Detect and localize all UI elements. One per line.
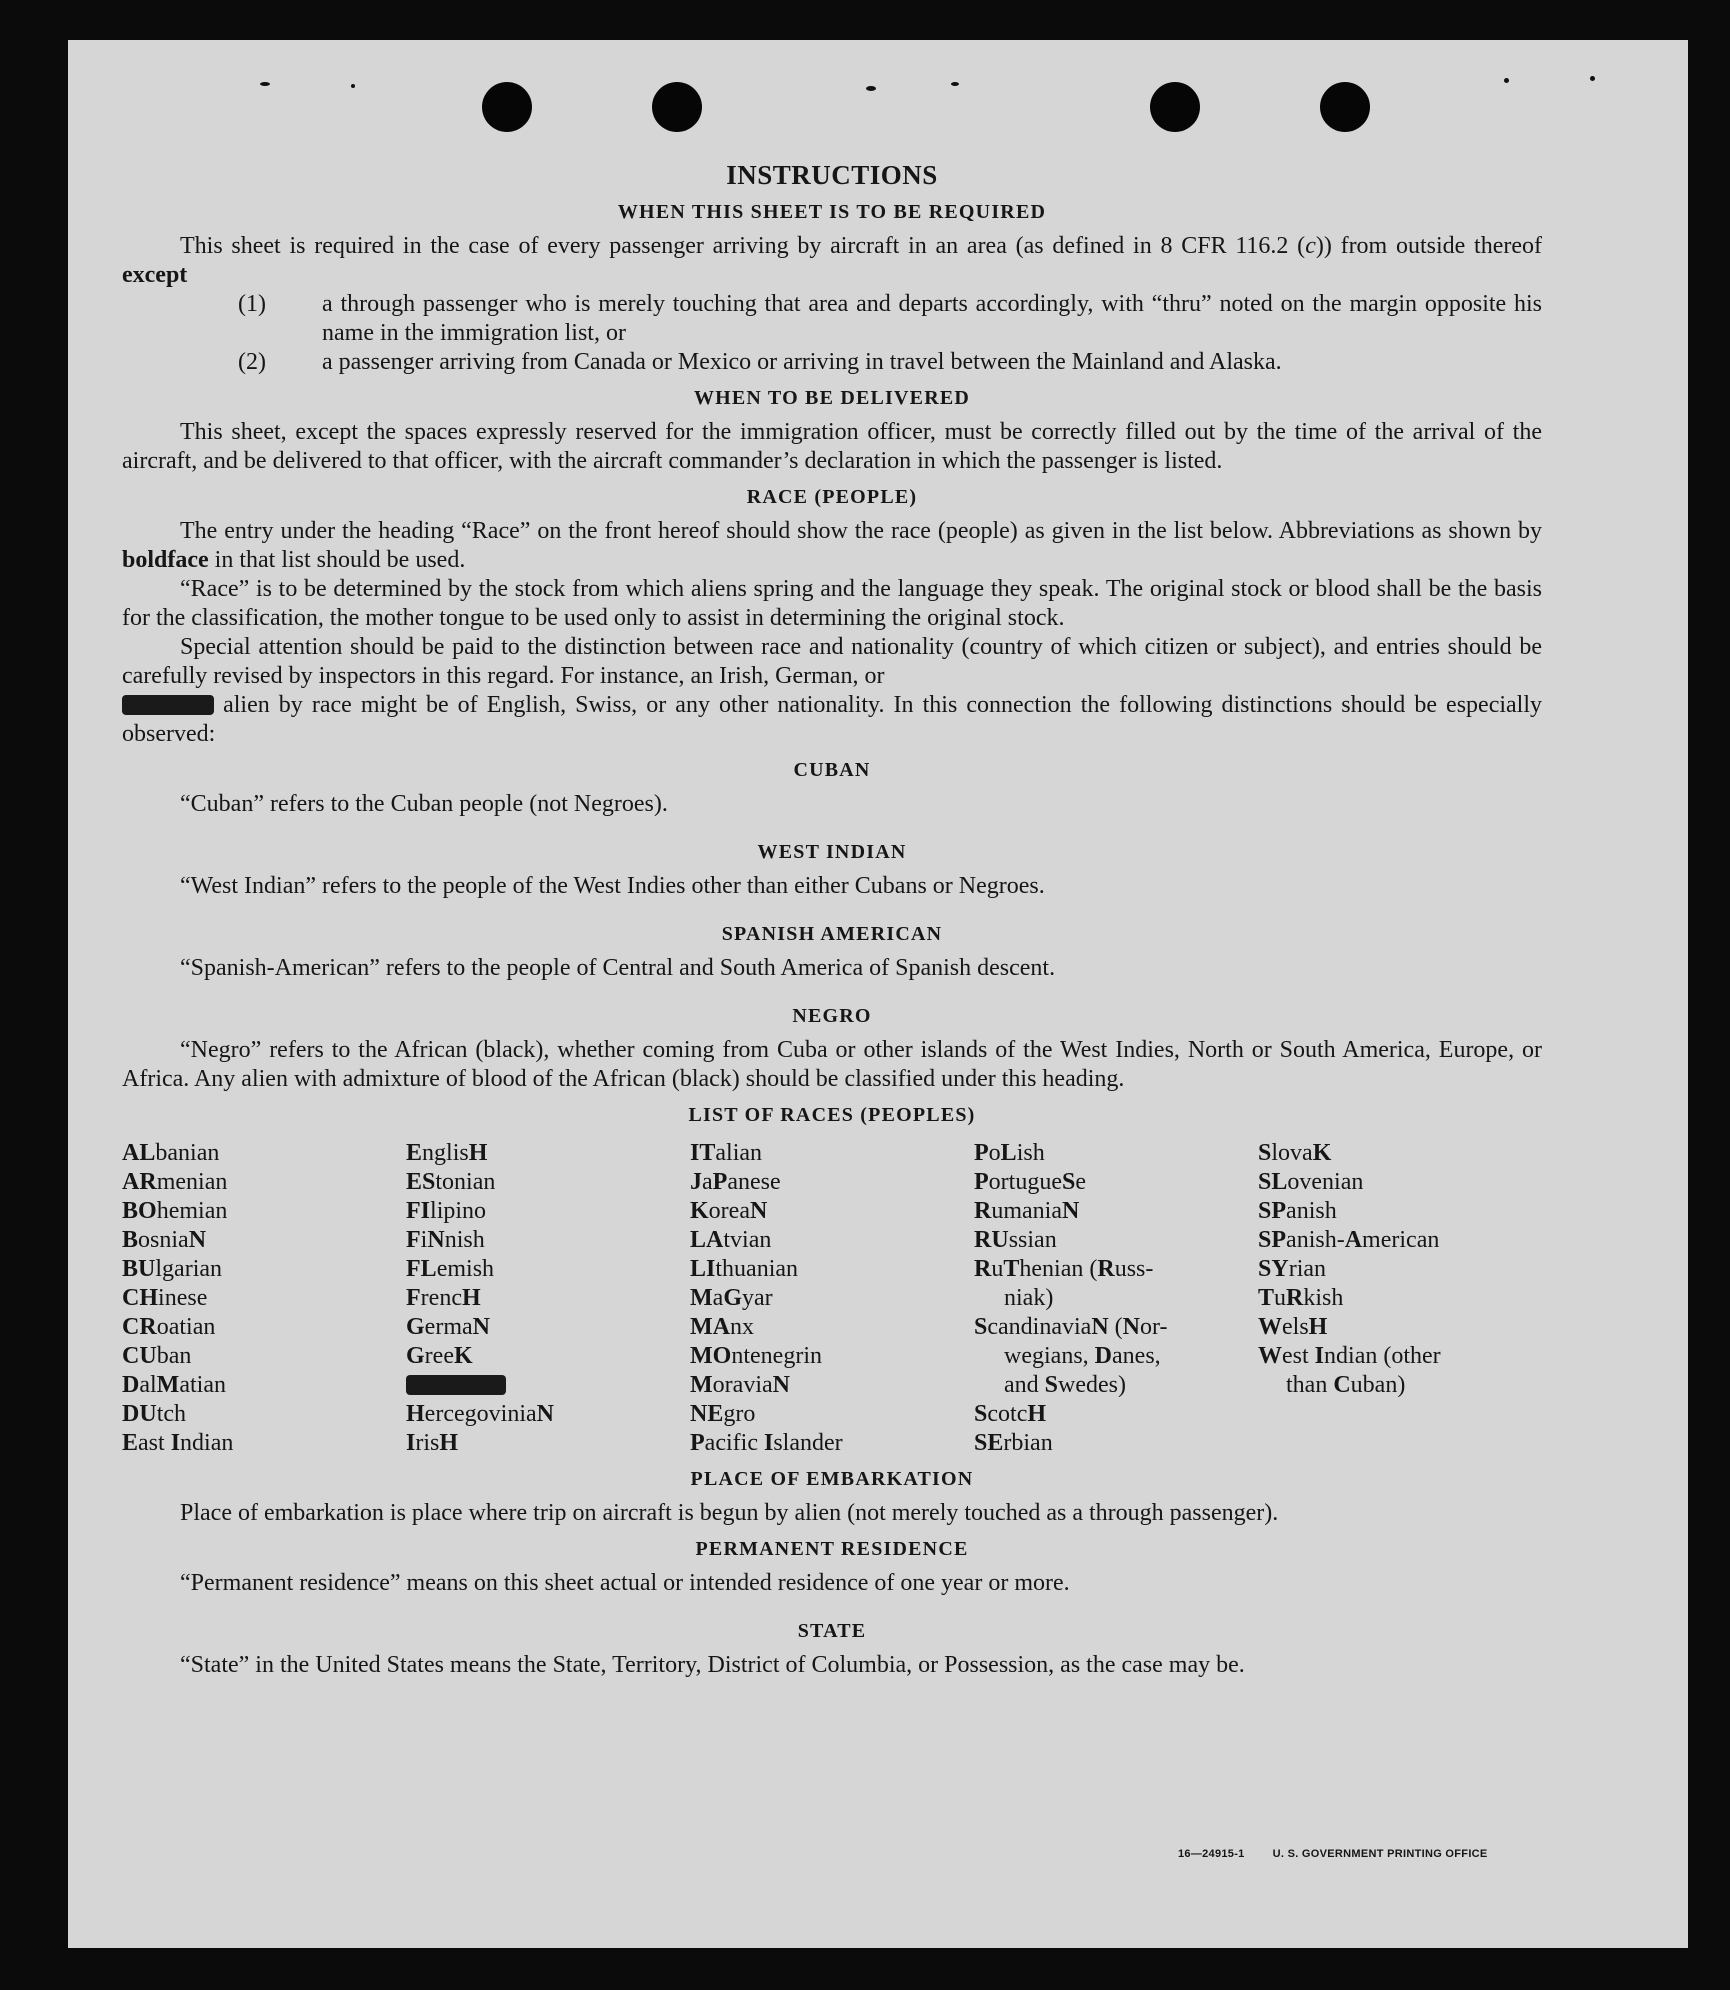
- races-column: [1258, 1139, 1542, 1458]
- form-number: 16—24915-1: [1178, 1848, 1245, 1860]
- exceptions-list: [122, 290, 1542, 377]
- race-item: SPanish-American: [1258, 1227, 1440, 1253]
- spanish-american-heading: SPANISH AMERICAN: [721, 923, 943, 945]
- races-column: [974, 1139, 1258, 1458]
- permanent-residence-text: “Permanent residence” means on this sheet actual or intended residence of one year or more.: [180, 1570, 1070, 1596]
- race-item: ScotcH: [974, 1401, 1047, 1427]
- race-item: CUban: [122, 1343, 192, 1369]
- race-item: SErbian: [974, 1430, 1053, 1456]
- race-item: ITalian: [690, 1140, 763, 1166]
- races-column: [690, 1139, 974, 1458]
- race-item: West Indian (other: [1258, 1343, 1441, 1369]
- race-paragraph-2: “Race” is to be determined by the stock from which aliens spring and the language they speak. The original stock or blood shall be the basis for the classification, the mother tongue to be used only to assist in determining the original stock.: [122, 576, 1542, 631]
- speck: [951, 82, 959, 86]
- punch-hole: [482, 82, 532, 132]
- race-paragraph-3: Special attention should be paid to the distinction between race and nationality (country of which citizen or subject), and entries should be carefully revised by inspectors in this regard. For instance, an Irish, German, or alien by race might be of English, Swiss, or any other nationality. In this connection the following distinctions should be especially observed:: [122, 634, 1543, 747]
- cuban-heading: CUBAN: [793, 759, 871, 781]
- race-item-continued: wegians, Danes,: [1004, 1343, 1161, 1369]
- race-item: DalMatian: [122, 1372, 226, 1398]
- race-item-continued: than Cuban): [1286, 1372, 1406, 1398]
- race-item: SYrian: [1258, 1256, 1327, 1282]
- punch-hole: [1320, 82, 1370, 132]
- permanent-residence-heading: PERMANENT RESIDENCE: [695, 1538, 969, 1560]
- race-item: WelsH: [1258, 1314, 1328, 1340]
- race-item: NEgro: [690, 1401, 756, 1427]
- race-item: ARmenian: [122, 1169, 228, 1195]
- race-item: JaPanese: [690, 1169, 781, 1195]
- race-item: TuRkish: [1258, 1285, 1344, 1311]
- race-item: EnglisH: [406, 1140, 488, 1166]
- state-text: “State” in the United States means the State, Territory, District of Columbia, or Possession, as the case may be.: [180, 1652, 1245, 1678]
- race-item: GreeK: [406, 1343, 473, 1369]
- race-item: SLovenian: [1258, 1169, 1364, 1195]
- race-item: LAtvian: [690, 1227, 772, 1253]
- race-item: LIthuanian: [690, 1256, 799, 1282]
- punch-hole: [1150, 82, 1200, 132]
- speck: [260, 82, 270, 86]
- redaction-mark: [406, 1375, 506, 1395]
- race-item: PoLish: [974, 1140, 1045, 1166]
- page-title: INSTRUCTIONS: [726, 160, 938, 190]
- race-heading: RACE (PEOPLE): [746, 486, 918, 508]
- race-item: IrisH: [406, 1430, 459, 1456]
- print-footer: [1178, 1848, 1516, 1860]
- negro-text: “Negro” refers to the African (black), whether coming from Cuba or other islands of the West Indies, North or South America, Europe, or Africa. Any alien with admixture of blood of the African (black) should be classified under this heading.: [122, 1037, 1542, 1092]
- race-item: MAnx: [690, 1314, 754, 1340]
- when-required-heading: WHEN THIS SHEET IS TO BE REQUIRED: [617, 201, 1047, 223]
- race-item: SPanish: [1258, 1198, 1337, 1224]
- speck: [1590, 76, 1595, 81]
- when-delivered-text: This sheet, except the spaces expressly reserved for the immigration officer, must be correctly filled out by the time of the arrival of the aircraft, and be delivered to that officer, with the aircraft commander’s declaration in which the passenger is listed.: [122, 419, 1542, 474]
- exception-item: (2) a passenger arriving from Canada or Mexico or arriving in travel between the Mainland and Alaska.: [238, 349, 1282, 375]
- races-column: [406, 1139, 690, 1458]
- state-heading: STATE: [797, 1620, 867, 1642]
- race-item: East Indian: [122, 1430, 234, 1456]
- document-sheet: [68, 40, 1688, 1948]
- race-item: KoreaN: [690, 1198, 768, 1224]
- speck: [351, 84, 355, 88]
- negro-heading: NEGRO: [792, 1005, 872, 1027]
- race-item-redacted: [406, 1371, 690, 1400]
- race-item: PortugueSe: [974, 1169, 1087, 1195]
- embarkation-heading: PLACE OF EMBARKATION: [690, 1468, 974, 1490]
- list-of-races-heading: LIST OF RACES (PEOPLES): [688, 1104, 976, 1126]
- race-item: CHinese: [122, 1285, 208, 1311]
- race-item: BUlgarian: [122, 1256, 223, 1282]
- west-indian-heading: WEST INDIAN: [757, 841, 907, 863]
- redaction-mark: [122, 695, 214, 715]
- exception-item: (1) a through passenger who is merely touching that area and departs accordingly, with “thru” noted on the margin opposite his name in the immigration list, or: [238, 291, 1542, 346]
- punch-hole: [652, 82, 702, 132]
- race-item: RUssian: [974, 1227, 1057, 1253]
- printer-credit: U. S. GOVERNMENT PRINTING OFFICE: [1272, 1848, 1488, 1860]
- race-item: ScandinaviaN (Nor-: [974, 1314, 1168, 1340]
- race-item: FiNnish: [406, 1227, 485, 1253]
- race-item: SlovaK: [1258, 1140, 1332, 1166]
- spanish-american-text: “Spanish-American” refers to the people of Central and South America of Spanish descent.: [180, 955, 1056, 981]
- race-item: EStonian: [406, 1169, 496, 1195]
- when-delivered-heading: WHEN TO BE DELIVERED: [693, 387, 971, 409]
- race-item: FLemish: [406, 1256, 495, 1282]
- cuban-text: “Cuban” refers to the Cuban people (not Negroes).: [180, 791, 668, 817]
- when-required-intro: This sheet is required in the case of every passenger arriving by aircraft in an area (as defined in 8 CFR 116.2 (c)) from outside thereof except: [122, 233, 1543, 288]
- race-item: BOhemian: [122, 1198, 228, 1224]
- race-paragraph-1: The entry under the heading “Race” on the front hereof should show the race (people) as given in the list below. Abbreviations as shown by boldface in that list should be used.: [122, 518, 1542, 573]
- race-item: RumaniaN: [974, 1198, 1080, 1224]
- races-column: [122, 1139, 406, 1458]
- race-item: RuThenian (Russ-: [974, 1256, 1154, 1282]
- race-item: MaGyar: [690, 1285, 773, 1311]
- speck: [866, 86, 876, 91]
- race-item-continued: and Swedes): [1004, 1372, 1127, 1398]
- race-item: CRoatian: [122, 1314, 216, 1340]
- race-item: FIlipino: [406, 1198, 487, 1224]
- instructions-content: [122, 160, 1542, 1680]
- race-item: DUtch: [122, 1401, 187, 1427]
- race-item: HercegoviniaN: [406, 1401, 554, 1427]
- race-item: GermaN: [406, 1314, 490, 1340]
- race-item: ALbanian: [122, 1140, 220, 1166]
- race-item: Pacific Islander: [690, 1430, 843, 1456]
- race-item: MOntenegrin: [690, 1343, 822, 1369]
- west-indian-text: “West Indian” refers to the people of the West Indies other than either Cubans or Negroes.: [180, 873, 1045, 899]
- embarkation-text: Place of embarkation is place where trip on aircraft is begun by alien (not merely touched as a through passenger).: [180, 1500, 1279, 1526]
- race-item-continued: niak): [1004, 1285, 1054, 1311]
- race-item: MoraviaN: [690, 1372, 790, 1398]
- race-item: FrencH: [406, 1285, 481, 1311]
- speck: [1504, 78, 1509, 83]
- races-table: [122, 1139, 1542, 1458]
- race-item: BosniaN: [122, 1227, 207, 1253]
